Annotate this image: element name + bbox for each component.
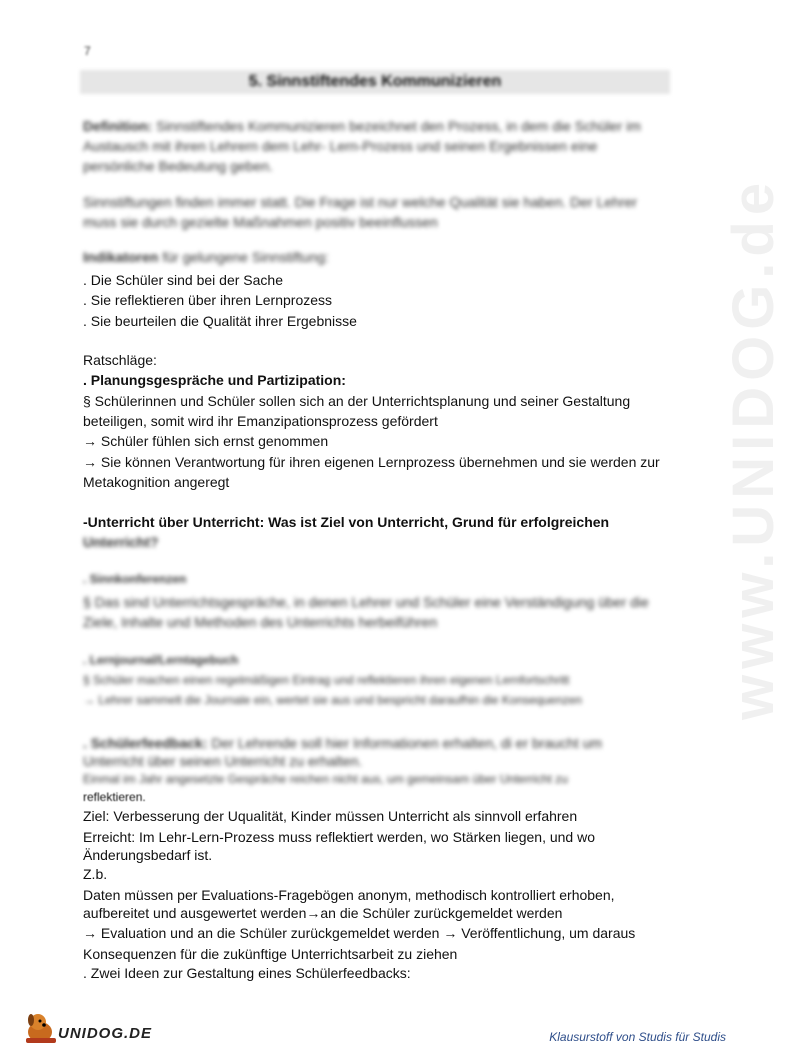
watermark: www.UNIDOG.de bbox=[721, 176, 786, 720]
page-title: 5. Sinnstiftendes Kommunizieren bbox=[80, 70, 670, 94]
footer-tagline: Klausurstoff von Studis für Studis bbox=[549, 1030, 726, 1044]
definition-text: Sinnstiftendes Kommunizieren bezeichnet den Prozess, in dem die Schüler im Austausch mit ihren Lehrern dem Lehr- Lern-Prozess und seinen Ergebnissen eine persönliche Bedeutung geben. bbox=[83, 118, 641, 174]
indicator-item: . Sie reflektieren über ihren Lernprozess bbox=[83, 292, 333, 308]
sinnkonferenzen-text: § Das sind Unterrichtsgespräche, in denen Lehrer und Schüler eine Verständigung über die Ziele, Inhalte und Methoden des Unterrichts herbeiführen bbox=[83, 594, 649, 630]
planung-heading: . Planungsgespräche und Partizipation: bbox=[83, 372, 346, 388]
ziel-line: Ziel: Verbesserung der Uqualität, Kinder müssen Unterricht als sinnvoll erfahren bbox=[83, 808, 578, 824]
unterricht-heading: -Unterricht über Unterricht: Was ist Ziel von Unterricht, Grund für erfolgreichen bbox=[83, 514, 610, 530]
logo-text: UNIDOG.DE bbox=[58, 1025, 153, 1042]
erreicht-line: Erreicht: Im Lehr-Lern-Prozess muss reflektiert werden, wo Stärken liegen, und wo bbox=[83, 829, 595, 845]
feedback-line: Einmal im Jahr angesetzte Gespräche reichen nicht aus, um gemeinsam über Unterricht zu bbox=[83, 772, 568, 786]
indicators-label-rest: für gelungene Sinnstiftung: bbox=[158, 249, 329, 265]
lernjournal-line: → Lehrer sammelt die Journale ein, wertet sie aus und bespricht daraufhin die Konsequenzen bbox=[83, 693, 582, 707]
planung-line: beteiligen, somit wird ihr Emanzipationsprozess gefördert bbox=[83, 413, 438, 429]
indicators-heading bbox=[83, 249, 329, 265]
feedback-heading: . Schülerfeedback: bbox=[83, 735, 208, 751]
dog-icon bbox=[26, 1014, 56, 1043]
feedback-paragraph bbox=[83, 734, 663, 770]
daten-line: Daten müssen per Evaluations-Fragebögen anonym, methodisch kontrolliert erhoben, bbox=[83, 887, 615, 903]
sinnstiftung-paragraph: Sinnstiftungen finden immer statt. Die Frage ist nur welche Qualität sie haben. Der Lehrer muss sie durch gezielte Maßnahmen positiv beeinflussen bbox=[83, 194, 638, 230]
feedback-line: reflektieren. bbox=[83, 790, 146, 804]
planung-line: → Schüler fühlen sich ernst genommen bbox=[83, 433, 329, 449]
zwei-ideen-line: . Zwei Ideen zur Gestaltung eines Schülerfeedbacks: bbox=[83, 965, 411, 981]
definition-paragraph bbox=[83, 116, 663, 176]
erreicht-line: Änderungsbedarf ist. bbox=[83, 847, 213, 863]
ratschlaege-label: Ratschläge: bbox=[83, 352, 157, 368]
page-number: 7 bbox=[84, 44, 91, 58]
lernjournal-line: § Schüler machen einen regelmäßigen Eintrag und reflektieren ihren eigenen Lernfortschritt bbox=[83, 673, 570, 687]
planung-line: Metakognition angeregt bbox=[83, 474, 230, 490]
indicator-item: . Sie beurteilen die Qualität ihrer Ergebnisse bbox=[83, 313, 357, 329]
unterricht-heading-cont: Unterricht? bbox=[83, 534, 159, 550]
lernjournal-heading: . Lernjournal/Lerntagebuch bbox=[83, 653, 239, 667]
feedback-text: Der Lehrende soll hier Informationen erhalten, di er braucht um Unterricht über seinen Unterricht zu erhalten. bbox=[83, 735, 603, 769]
planung-line: → Sie können Verantwortung für ihren eigenen Lernprozess übernehmen und sie werden zur bbox=[83, 454, 660, 470]
sinnkonferenzen-heading: . Sinnkonferenzen bbox=[83, 572, 187, 586]
definition-label: Definition: bbox=[83, 118, 153, 134]
zb-line: Z.b. bbox=[83, 866, 108, 882]
evaluation-line: → Evaluation und an die Schüler zurückgemeldet werden → Veröffentlichung, um daraus bbox=[83, 925, 636, 941]
indicator-item: . Die Schüler sind bei der Sache bbox=[83, 272, 283, 288]
planung-line: § Schülerinnen und Schüler sollen sich an der Unterrichtsplanung und seiner Gestaltung bbox=[83, 393, 631, 409]
konsequenzen-line: Konsequenzen für die zukünftige Unterrichtsarbeit zu ziehen bbox=[83, 946, 458, 962]
indicators-label: Indikatoren bbox=[83, 249, 159, 265]
daten-line: aufbereitet und ausgewertet werden→an die Schüler zurückgemeldet werden bbox=[83, 905, 563, 921]
